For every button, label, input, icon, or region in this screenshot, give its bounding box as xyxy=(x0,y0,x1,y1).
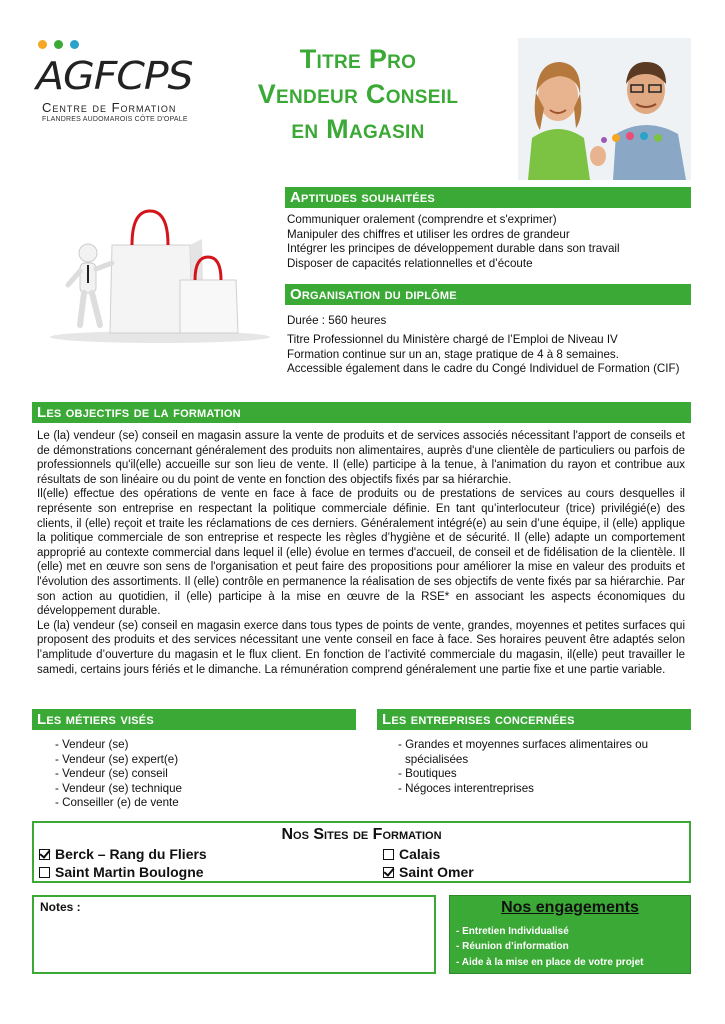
list-item: - Conseiller (e) de vente xyxy=(55,796,179,810)
logo-dots xyxy=(38,40,79,49)
logo-dot-blue xyxy=(70,40,79,49)
title-line-1: Titre Pro xyxy=(299,44,417,74)
list-item: Titre Professionnel du Ministère chargé de l’Emploi de Niveau IV xyxy=(287,333,618,346)
objectifs-paragraph-3: Le (la) vendeur (se) conseil en magasin exerce dans tous types de points de vente, grandes, moyennes et petites surfaces qui proposent des produits et des services nécessitant une vente conseil en face à face. Ses horaires peuvent être adaptés selon l’amplitude d’ouverture du magasin et le flux client. En fonction de l’activité commerciale du magasin, il(elle) peut travailler le samedi, certains jours fériés et le dimanche. La rémunération comprend généralement une partie fixe et une partie variable. xyxy=(37,619,685,676)
objectifs-heading xyxy=(32,402,691,423)
list-item: - Réunion d’information xyxy=(456,941,569,953)
title-line-3: en Magasin xyxy=(291,114,425,144)
list-item: - Aide à la mise en place de votre projet xyxy=(456,956,644,968)
organisation-duree: Durée : 560 heures xyxy=(287,314,387,327)
title-line-2: Vendeur Conseil xyxy=(257,79,459,109)
list-item: - Entretien Individualisé xyxy=(456,926,569,937)
entreprises-heading xyxy=(377,709,691,730)
list-item: - Vendeur (se) expert(e) xyxy=(55,752,179,766)
checked-checkbox-icon[interactable] xyxy=(383,867,394,878)
list-item: Intégrer les principes de développement durable dans son travail xyxy=(287,242,620,256)
site-label: Calais xyxy=(399,846,441,862)
site-calais[interactable] xyxy=(383,846,440,862)
page-title xyxy=(210,42,506,147)
list-item: Manipuler des chiffres et utiliser les ordres de grandeur xyxy=(287,227,570,241)
objectifs-text xyxy=(37,429,685,677)
list-item: spécialisées xyxy=(405,752,469,766)
list-item: - Négoces interentreprises xyxy=(398,781,534,795)
sites-heading: Nos Sites de Formation xyxy=(281,826,442,843)
site-label: Saint Omer xyxy=(399,864,474,880)
checked-checkbox-icon[interactable] xyxy=(39,849,50,860)
people-illustration xyxy=(518,38,691,180)
unchecked-checkbox-icon[interactable] xyxy=(383,849,394,860)
objectifs-heading-text: Les objectifs de la formation xyxy=(37,404,241,421)
aptitudes-list xyxy=(287,213,691,271)
list-item: Communiquer oralement (comprendre et s'exprimer) xyxy=(287,213,557,226)
organisation-details xyxy=(287,333,685,377)
site-label: Saint Martin Boulogne xyxy=(55,864,204,880)
shopping-bags-illustration xyxy=(40,205,275,345)
engagements-heading-text: Nos engagements xyxy=(501,899,639,916)
bags-icon xyxy=(40,205,275,345)
entreprises-heading-text: Les entreprises concernées xyxy=(382,711,575,728)
people-photo xyxy=(518,38,691,180)
notes-box[interactable] xyxy=(32,895,436,974)
list-item: Formation continue sur un an, stage pratique de 4 à 8 semaines. xyxy=(287,347,619,361)
metiers-heading-text: Les métiers visés xyxy=(37,711,154,728)
entreprises-list xyxy=(398,738,688,796)
list-item: - Vendeur (se) technique xyxy=(55,781,182,795)
metiers-heading xyxy=(32,709,356,730)
site-label: Berck – Rang du Fliers xyxy=(55,846,207,862)
aptitudes-heading xyxy=(285,187,691,208)
list-item: - Vendeur (se) conseil xyxy=(55,767,168,781)
sites-box xyxy=(32,821,691,883)
logo-subtitle: Centre de Formation xyxy=(42,100,177,115)
objectifs-paragraph-1: Le (la) vendeur (se) conseil en magasin assure la vente de produits et de services associés nécessitant l'apport de conseils et de démonstrations concernant généralement des produits non alimentaires, auprès d'une clientèle de particuliers ou parfois de professionnels qu'il(elle) accueille sur son lieu de vente. Il (elle) participe à la tenue, à l'animation du rayon et contribue aux résultats de son linéaire ou du point de vente en fonction des objectifs fixés par sa hiérarchie. xyxy=(37,430,685,486)
notes-label: Notes : xyxy=(40,900,81,914)
metiers-list xyxy=(55,738,345,811)
engagements-heading xyxy=(450,899,690,917)
list-item: Accessible également dans le cadre du Congé Individuel de Formation (CIF) xyxy=(287,362,680,376)
organisation-heading xyxy=(285,284,691,305)
list-item: - Grandes et moyennes surfaces alimentaires ou xyxy=(398,738,649,751)
list-item: Disposer de capacités relationnelles et d’écoute xyxy=(287,256,533,270)
list-item: - Vendeur (se) xyxy=(55,738,129,751)
list-item: - Boutiques xyxy=(398,767,457,781)
site-saint-martin-boulogne[interactable] xyxy=(39,864,204,880)
logo-dot-green xyxy=(54,40,63,49)
site-saint-omer[interactable] xyxy=(383,864,474,880)
objectifs-paragraph-2: Il(elle) effectue des opérations de vente en face à face de produits ou de prestations de services au cours desquelles il représente son entreprise en respectant la politique commerciale définie. En tant qu’interlocuteur (trice) privilégié(e) des clients, il (elle) reçoit et traite les réclamations de ces derniers. Généralement intégré(e) au sein d’une équipe, il (elle) applique la politique commerciale de son entreprise et respecte les règles d’hygiène et de sécurité. Il (elle) adapte un comportement approprié au contexte commercial dans lequel il (elle) évolue en termes d'accueil, de conseil et de fidélisation de la clientèle. Il (elle) met en œuvre son sens de l'organisation et peut faire des propositions pour améliorer la mise en valeur des produits et l'évolution des assortiments. Il (elle) contrôle en permanence la réalisation de ses objectifs de vente fixés par sa hiérarchie. Par son action au quotidien, il (elle) participe à la mise en œuvre de la RSE* en associant les aspects économiques du développement durable. xyxy=(37,488,685,618)
logo-brand: AGFCPS xyxy=(36,54,193,98)
unchecked-checkbox-icon[interactable] xyxy=(39,867,50,878)
engagements-box xyxy=(449,895,691,974)
site-berck[interactable] xyxy=(39,846,207,862)
logo-regions: FLANDRES AUDOMAROIS CÔTE D'OPALE xyxy=(42,116,188,123)
engagements-list xyxy=(456,924,643,970)
organisation-heading-text: Organisation du diplôme xyxy=(290,286,457,303)
aptitudes-heading-text: Aptitudes souhaitées xyxy=(290,189,435,206)
agfcps-logo xyxy=(34,40,199,132)
logo-dot-orange xyxy=(38,40,47,49)
